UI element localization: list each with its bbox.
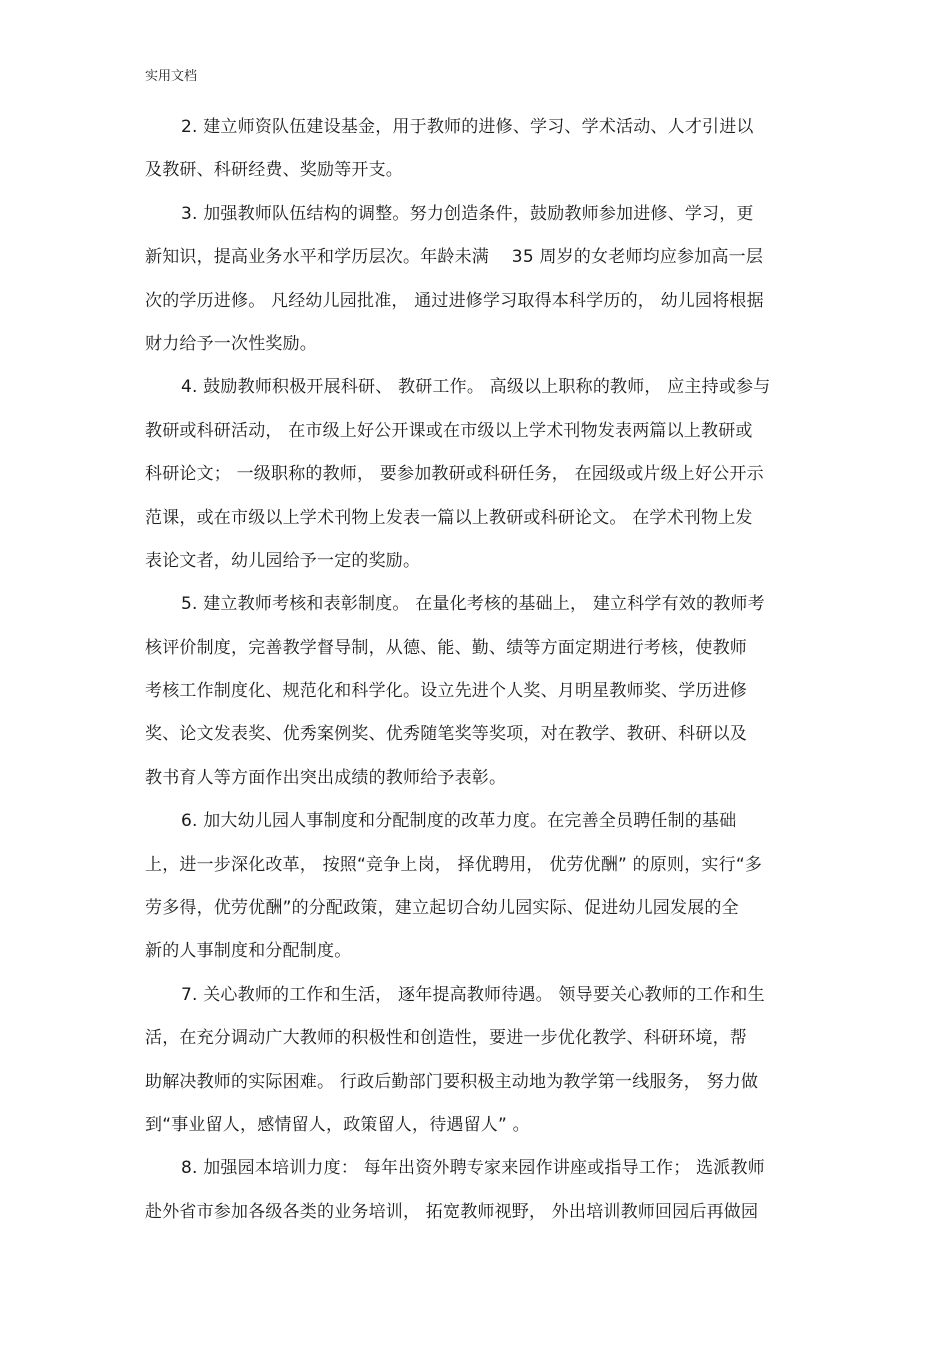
text-line: 活，在充分调动广大教师的积极性和创造性，要进一步优化教学、科研环境，帮 bbox=[145, 1028, 747, 1049]
paragraph-6 bbox=[145, 800, 825, 974]
paragraph-2 bbox=[145, 106, 825, 193]
text-line: 4. 鼓励教师积极开展科研、 教研工作。 高级以上职称的教师， 应主持或参与 bbox=[181, 377, 771, 398]
text-line: 7. 关心教师的工作和生活， 逐年提高教师待遇。 领导要关心教师的工作和生 bbox=[181, 984, 765, 1005]
text-line: 财力给予一次性奖励。 bbox=[145, 333, 317, 354]
text-line: 2. 建立师资队伍建设基金，用于教师的进修、学习、学术活动、人才引进以 bbox=[181, 117, 754, 137]
text-line: 3. 加强教师队伍结构的调整。努力创造条件，鼓励教师参加进修、学习，更 bbox=[181, 203, 754, 224]
text-line: 奖、论文发表奖、优秀案例奖、优秀随笔奖等奖项，对在教学、教研、科研以及 bbox=[145, 724, 747, 745]
document-body bbox=[145, 106, 825, 1234]
text-line: 赴外省市参加各级各类的业务培训， 拓宽教师视野， 外出培训教师回园后再做园 bbox=[145, 1201, 759, 1222]
text-line: 考核工作制度化、规范化和科学化。设立先进个人奖、月明星教师奖、学历进修 bbox=[145, 681, 747, 702]
text-line: 范课，或在市级以上学术刊物上发表一篇以上教研或科研论文。 在学术刊物上发 bbox=[145, 507, 753, 528]
paragraph-3 bbox=[145, 193, 825, 367]
text-line: 劳多得，优劳优酬”的分配政策，建立起切合幼儿园实际、促进幼儿园发展的全 bbox=[145, 898, 739, 919]
text-line: 教研或科研活动， 在市级上好公开课或在市级以上学术刊物发表两篇以上教研或 bbox=[145, 420, 753, 441]
text-line: 到“事业留人，感情留人，政策留人，待遇留人” 。 bbox=[145, 1114, 530, 1135]
text-line: 科研论文； 一级职称的教师， 要参加教研或科研任务， 在园级或片级上好公开示 bbox=[145, 464, 764, 485]
text-line: 次的学历进修。 凡经幼儿园批准， 通过进修学习取得本科学历的， 幼儿园将根据 bbox=[145, 290, 764, 311]
text-line: 教书育人等方面作出突出成绩的教师给予表彰。 bbox=[145, 767, 507, 788]
text-line: 助解决教师的实际困难。 行政后勤部门要积极主动地为教学第一线服务， 努力做 bbox=[145, 1071, 759, 1092]
text-line: 表论文者，幼儿园给予一定的奖励。 bbox=[145, 550, 421, 571]
text-line: 核评价制度，完善教学督导制，从德、能、勤、绩等方面定期进行考核，使教师 bbox=[145, 637, 747, 658]
text-line: 新知识，提高业务水平和学历层次。年龄未满 35 周岁的女老师均应参加高一层 bbox=[145, 247, 764, 268]
text-line: 及教研、科研经费、奖励等开支。 bbox=[145, 160, 403, 181]
text-line: 新的人事制度和分配制度。 bbox=[145, 941, 352, 962]
header-label: 实用文档 bbox=[145, 69, 198, 84]
paragraph-8 bbox=[145, 1147, 825, 1234]
paragraph-7 bbox=[145, 974, 825, 1148]
paragraph-4 bbox=[145, 366, 825, 583]
text-line: 6. 加大幼儿园人事制度和分配制度的改革力度。在完善全员聘任制的基础 bbox=[181, 811, 737, 832]
paragraph-5 bbox=[145, 583, 825, 800]
text-line: 上，进一步深化改革， 按照“竞争上岗， 择优聘用， 优劳优酬” 的原则，实行“多 bbox=[145, 854, 763, 875]
text-line: 8. 加强园本培训力度： 每年出资外聘专家来园作讲座或指导工作； 选派教师 bbox=[181, 1158, 765, 1179]
text-line: 5. 建立教师考核和表彰制度。 在量化考核的基础上， 建立科学有效的教师考 bbox=[181, 594, 765, 615]
